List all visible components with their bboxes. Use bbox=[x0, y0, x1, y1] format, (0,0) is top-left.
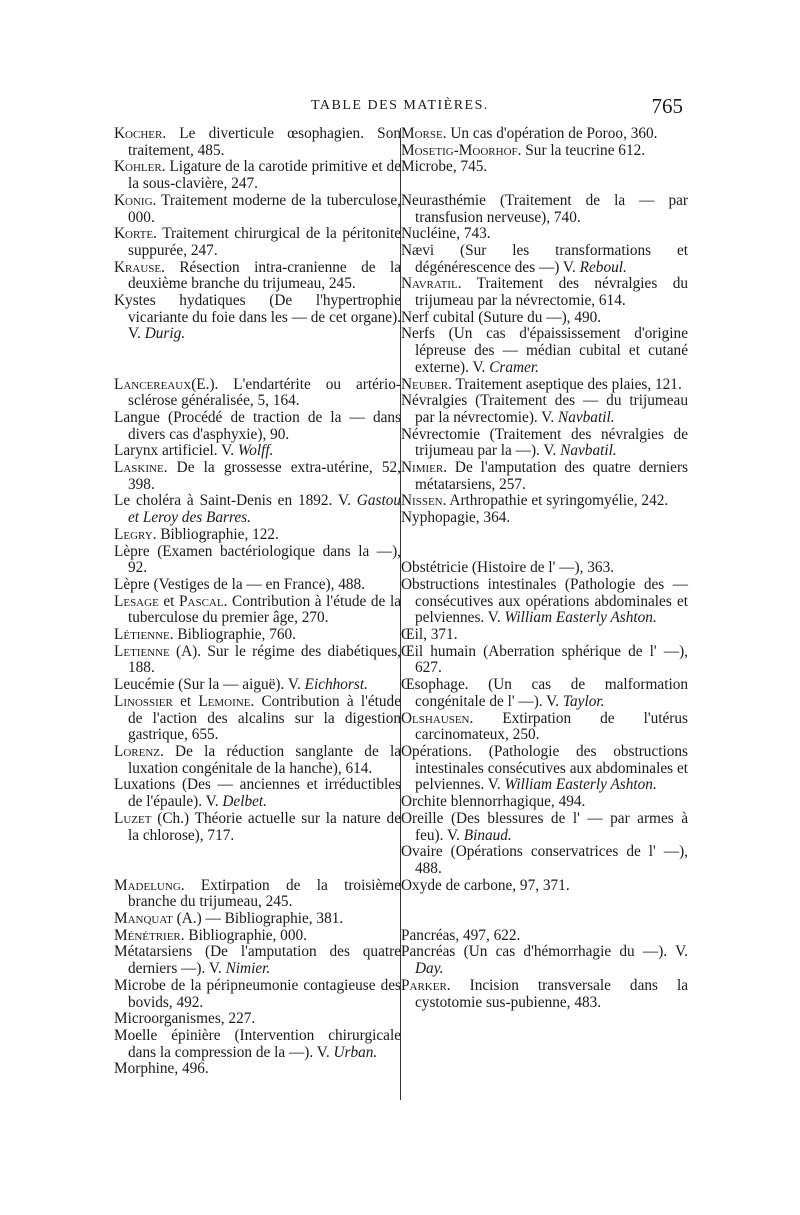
entry-text: Microbe de la péripneumonie contagieuse des bovids, 492. bbox=[114, 976, 401, 1011]
entry-author: Neuber bbox=[401, 375, 449, 393]
index-entry bbox=[114, 777, 401, 810]
entry-author: Madelung bbox=[114, 876, 181, 894]
index-entry bbox=[401, 560, 688, 577]
entry-text: Œsophage. (Un cas de malformation congénitale de l' —). V. bbox=[401, 676, 688, 710]
index-entry bbox=[401, 493, 688, 510]
index-entry bbox=[114, 410, 401, 443]
index-entry bbox=[114, 377, 401, 410]
index-entry bbox=[401, 427, 688, 460]
entry-text: . Incision transversale dans la cystotomie sus-pubienne, 483. bbox=[415, 976, 688, 1011]
index-entry bbox=[401, 243, 688, 276]
entry-text: . Extirpation de la troisième branche du trijumeau, 245. bbox=[128, 876, 401, 911]
entry-author: Laskine bbox=[114, 459, 164, 477]
entry-text: . De la réduction sanglante de la luxation congénitale de la hanche), 614. bbox=[128, 743, 401, 777]
index-column-right bbox=[401, 126, 688, 1011]
entry-author: Korte bbox=[114, 225, 154, 243]
entry-text: . Traitement chirurgical de la péritonite suppurée, 247. bbox=[128, 225, 401, 259]
entry-text: Œil, 371. bbox=[401, 626, 458, 644]
entry-text: Le choléra à Saint-Denis en 1892. V. bbox=[114, 492, 357, 510]
entry-reference: William Easterly Ashton. bbox=[504, 609, 657, 627]
entry-text: . Bibliographie, 760. bbox=[169, 626, 296, 644]
entry-text: Microbe, 745. bbox=[401, 158, 488, 176]
entry-text: . Traitement aseptique des plaies, 121. bbox=[448, 375, 682, 393]
entry-text: Morphine, 496. bbox=[114, 1060, 209, 1078]
entry-text: . Contribution à l'étude de l'action des alcalins sur la digestion gastrique, 655. bbox=[128, 692, 401, 744]
entry-text: (E.). L'endartérite ou artério-sclérose généralisée, 5, 164. bbox=[128, 375, 401, 410]
entry-text: Lèpre (Vestiges de la — en France), 488. bbox=[114, 575, 366, 593]
entry-text: (A.) — Bibliographie, 381. bbox=[172, 910, 344, 928]
entry-text: Lèpre (Examen bactériologique dans la —), 92. bbox=[114, 542, 401, 577]
index-entry bbox=[401, 677, 688, 710]
entry-author: Navratil bbox=[401, 275, 458, 293]
entry-text: . De l'amputation des quatre derniers métatarsiens, 257. bbox=[415, 459, 688, 493]
index-entry bbox=[114, 811, 401, 844]
index-entry bbox=[401, 377, 688, 394]
entry-author: Kohler bbox=[114, 158, 162, 176]
index-entry bbox=[401, 193, 688, 226]
entry-text: Microorganismes, 227. bbox=[114, 1010, 256, 1028]
entry-text: . Traitement des névralgies du trijumeau par la névrectomie, 614. bbox=[415, 275, 688, 310]
entry-author: Morse bbox=[401, 125, 443, 142]
index-entry bbox=[114, 928, 401, 945]
entry-text: . Un cas d'opération de Poroo, 360. bbox=[442, 125, 658, 142]
index-entry bbox=[401, 711, 688, 744]
entry-text: Nucléine, 743. bbox=[401, 225, 491, 243]
index-entry bbox=[114, 594, 401, 627]
index-entry bbox=[114, 677, 401, 694]
entry-author: Letienne bbox=[114, 642, 170, 660]
entry-author: Ménétrier bbox=[114, 926, 181, 944]
index-entry bbox=[114, 443, 401, 460]
entry-author: Létienne bbox=[114, 626, 170, 644]
entry-reference: Wolff. bbox=[237, 442, 274, 460]
page-title: TABLE DES MATIÈRES. bbox=[311, 98, 489, 113]
index-entry bbox=[401, 143, 688, 160]
entry-reference: Urban. bbox=[333, 1043, 378, 1061]
index-entry bbox=[401, 226, 688, 243]
entry-text: . Résection intra-cranienne de la deuxième branche du trijumeau, 245. bbox=[128, 258, 401, 293]
entry-text: . De la grossesse extra-utérine, 52, 398. bbox=[128, 459, 401, 493]
index-entry bbox=[114, 911, 401, 928]
index-entry bbox=[401, 644, 688, 677]
entry-text: Larynx artificiel. V. bbox=[114, 442, 238, 460]
index-entry bbox=[401, 393, 688, 426]
entry-text: Pancréas (Un cas d'hémorrhagie du —). V. bbox=[401, 943, 688, 961]
entry-text: Kystes hydatiques (De l'hypertrophie vicariante du foie dans les — de cet organe). V. bbox=[114, 292, 401, 343]
entry-author: Pascal bbox=[179, 592, 224, 610]
entry-reference: Reboul. bbox=[579, 258, 627, 276]
index-entry bbox=[114, 159, 401, 192]
entry-text: Nerfs (Un cas d'épaississement d'origine lépreuse des — médian cubital et cutané externe). V. bbox=[401, 325, 688, 376]
entry-author: Lancereaux bbox=[114, 375, 192, 393]
entry-text: Opérations. (Pathologie des obstructions intestinales consécutives aux abdominales et pelviennes. V. bbox=[401, 742, 688, 794]
index-entry bbox=[114, 744, 401, 777]
entry-text: Leucémie (Sur la — aiguë). V. bbox=[114, 676, 305, 694]
entry-text: Œil humain (Aberration sphérique de l' —), 627. bbox=[401, 642, 688, 677]
entry-text: Névrectomie (Traitement des névralgies de trijumeau par la —). V. bbox=[401, 425, 688, 460]
entry-text: Luxations (Des — anciennes et irréductibles de l'épaule). V. bbox=[114, 776, 401, 811]
entry-text: et bbox=[172, 692, 199, 710]
entry-text: Langue (Procédé de traction de la — dans divers cas d'asphyxie), 90. bbox=[114, 408, 401, 443]
entry-text: Nyphopagie, 364. bbox=[401, 509, 511, 527]
entry-reference: Cramer. bbox=[489, 358, 539, 376]
index-entry bbox=[401, 627, 688, 644]
index-entry bbox=[114, 1061, 401, 1078]
index-entry bbox=[114, 627, 401, 644]
index-entry bbox=[114, 644, 401, 677]
index-entry bbox=[401, 944, 688, 977]
entry-text: . Bibliographie, 000. bbox=[180, 926, 307, 944]
index-entry bbox=[114, 544, 401, 577]
entry-author: Nissen bbox=[401, 492, 443, 510]
entry-author: Kocher bbox=[114, 125, 163, 142]
index-entry bbox=[114, 694, 401, 744]
index-entry bbox=[114, 878, 401, 911]
entry-reference: Gastou et Leroy des Barres. bbox=[128, 492, 401, 527]
index-entry bbox=[114, 527, 401, 544]
entry-reference: William Easterly Ashton. bbox=[504, 776, 657, 794]
entry-author: Parker bbox=[401, 976, 447, 994]
entry-text: Obstructions intestinales (Pathologie des — consécutives aux opérations abdominales et pelviennes. V. bbox=[401, 575, 688, 627]
entry-text: Moelle épinière (Intervention chirurgicale dans la compression de la —). V. bbox=[114, 1026, 401, 1061]
entry-text: Oxyde de carbone, 97, 371. bbox=[401, 876, 570, 894]
entry-text: Orchite blennorrhagique, 494. bbox=[401, 793, 586, 811]
entry-text: Névralgies (Traitement des — du trijumeau par la névrectomie). V. bbox=[401, 392, 688, 426]
index-column-left bbox=[114, 126, 401, 1078]
entry-author: Olshausen bbox=[401, 709, 470, 727]
entry-text: . Bibliographie, 122. bbox=[152, 525, 279, 543]
entry-text: Ovaire (Opérations conservatrices de l' —), 488. bbox=[401, 843, 688, 877]
entry-text: Pancréas, 497, 622. bbox=[401, 926, 521, 944]
entry-reference: Durig. bbox=[144, 325, 186, 343]
index-entry bbox=[114, 944, 401, 977]
entry-author: Lesage bbox=[114, 592, 159, 610]
index-entry bbox=[401, 978, 688, 1011]
entry-reference: Eichhorst. bbox=[304, 676, 368, 694]
index-entry bbox=[114, 1011, 401, 1028]
entry-reference: Navbatil. bbox=[560, 442, 617, 460]
index-entry bbox=[401, 310, 688, 327]
index-entry bbox=[401, 577, 688, 627]
entry-author: Konig bbox=[114, 191, 153, 209]
entry-text: et bbox=[158, 592, 180, 610]
index-entry bbox=[114, 293, 401, 343]
index-entry bbox=[401, 928, 688, 945]
entry-text: Oreille (Des blessures de l' — par armes à feu). V. bbox=[401, 809, 688, 844]
index-entry bbox=[114, 260, 401, 293]
index-entry bbox=[114, 577, 401, 594]
index-entry bbox=[114, 226, 401, 259]
entry-author: Lemoine bbox=[198, 692, 251, 710]
index-entry bbox=[401, 878, 688, 895]
entry-text: . Contribution à l'étude de la tuberculose du premier âge, 270. bbox=[128, 592, 401, 627]
index-entry bbox=[401, 460, 688, 493]
index-entry bbox=[401, 126, 688, 143]
entry-text: . Traitement moderne de la tuberculose, 000. bbox=[128, 191, 401, 226]
entry-author: Krause bbox=[114, 258, 162, 276]
entry-reference: Binaud. bbox=[463, 826, 512, 844]
index-entry bbox=[401, 744, 688, 794]
entry-text: Obstétricie (Histoire de l' —), 363. bbox=[401, 559, 615, 577]
entry-text: . Le diverticule œsophagien. Son traitement, 485. bbox=[128, 125, 401, 159]
entry-text: . Sur la teucrine 612. bbox=[517, 141, 646, 159]
entry-text: Nævi (Sur les transformations et dégénérescence des —) V. bbox=[401, 241, 688, 276]
page-number: 765 bbox=[651, 94, 683, 118]
index-entry bbox=[114, 493, 401, 526]
index-entry bbox=[401, 326, 688, 376]
index-entry bbox=[114, 460, 401, 493]
entry-author: Linossier bbox=[114, 692, 173, 710]
index-entry bbox=[114, 193, 401, 226]
entry-reference: Navbatil. bbox=[558, 408, 615, 426]
entry-reference: Nimier. bbox=[225, 960, 271, 978]
index-entry bbox=[401, 811, 688, 844]
index-entry bbox=[401, 794, 688, 811]
entry-author: Luzet bbox=[114, 809, 152, 827]
entry-author: Nimier bbox=[401, 459, 444, 477]
page-header bbox=[118, 94, 683, 120]
entry-text: . Ligature de la carotide primitive et de la sous-clavière, 247. bbox=[128, 158, 401, 193]
entry-text: . Arthropathie et syringomyélie, 242. bbox=[442, 492, 669, 510]
entry-reference: Day. bbox=[415, 960, 444, 978]
index-entry bbox=[114, 978, 401, 1011]
index-entry bbox=[401, 510, 688, 527]
entry-text: (A). Sur le régime des diabétiques, 188. bbox=[128, 642, 401, 677]
entry-reference: Delbet. bbox=[222, 793, 267, 811]
index-entry bbox=[401, 159, 688, 176]
entry-author: Manquat bbox=[114, 910, 173, 928]
entry-reference: Taylor. bbox=[562, 692, 605, 710]
index-entry bbox=[401, 844, 688, 877]
entry-author: Lorenz bbox=[114, 743, 161, 760]
entry-text: Neurasthémie (Traitement de la — par transfusion nerveuse), 740. bbox=[401, 191, 688, 226]
entry-author: Legry bbox=[114, 525, 153, 543]
entry-text: . Extirpation de l'utérus carcinomateux, 250. bbox=[415, 709, 688, 744]
entry-text: (Ch.) Théorie actuelle sur la nature de la chlorose), 717. bbox=[128, 809, 401, 844]
entry-text: Nerf cubital (Suture du —), 490. bbox=[401, 308, 602, 326]
entry-author: Mosetig-Moorhof bbox=[401, 141, 518, 159]
index-entry bbox=[401, 276, 688, 309]
index-entry bbox=[114, 126, 401, 159]
index-entry bbox=[114, 1028, 401, 1061]
entry-text: Métatarsiens (De l'amputation des quatre derniers —). V. bbox=[114, 943, 401, 978]
